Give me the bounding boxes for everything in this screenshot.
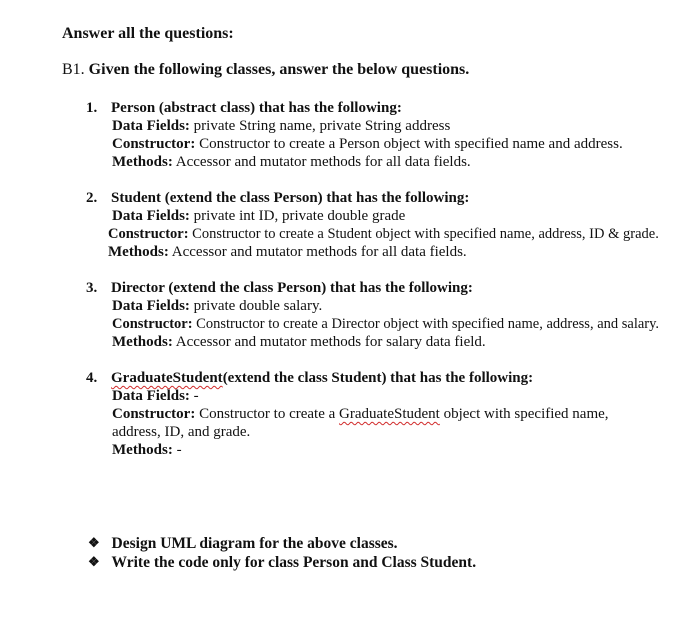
item-2-constructor-text: Constructor to create a Student object with specified name, address, ID & grade. <box>192 226 659 242</box>
task-bullet-code-text: Write the code only for class Person and Class Student. <box>111 554 477 571</box>
item-4-number: 4. <box>86 370 98 386</box>
item-3-heading-row <box>86 279 473 297</box>
item-3-methods-text: Accessor and mutator methods for salary data field. <box>175 334 486 350</box>
item-2-constructor-label: Constructor: <box>108 226 189 242</box>
item-1-methods-text: Accessor and mutator methods for all data fields. <box>175 154 471 170</box>
task-bullet-code <box>88 554 476 572</box>
task-bullet-uml <box>88 535 398 553</box>
item-2-fields <box>112 207 405 225</box>
item-4-constructor-line2: address, ID, and grade. <box>112 424 251 440</box>
item-3-methods-label: Methods: <box>112 334 173 350</box>
item-4-fields-label: Data Fields: <box>112 388 190 404</box>
item-4-methods-label: Methods: <box>112 442 173 458</box>
item-2-fields-label: Data Fields: <box>112 208 190 224</box>
item-2-methods-label: Methods: <box>108 244 169 260</box>
item-3-fields-label: Data Fields: <box>112 298 190 314</box>
item-4-fields <box>112 387 199 405</box>
item-2-fields-text: private int ID, private double grade <box>193 208 406 224</box>
item-1-methods-label: Methods: <box>112 154 173 170</box>
item-4-constructor-classname: GraduateStudent <box>339 406 440 422</box>
page-title: Answer all the questions: <box>62 25 234 42</box>
diamond-bullet-icon: ❖ <box>88 554 100 569</box>
item-4-constructor-text-pre: Constructor to create a <box>199 406 336 422</box>
item-3-constructor-text: Constructor to create a Director object with specified name, address, and salary. <box>196 316 660 332</box>
item-4-methods-text: - <box>176 442 182 458</box>
item-3-fields-text: private double salary. <box>193 298 323 314</box>
item-4-methods <box>112 441 182 459</box>
item-4-heading: (extend the class Student) that has the following: <box>222 370 534 386</box>
item-2-number: 2. <box>86 190 98 206</box>
item-1-heading: Person (abstract class) that has the following: <box>111 100 402 116</box>
question-b1-text: Given the following classes, answer the below questions. <box>88 61 470 78</box>
item-3-methods <box>112 333 486 351</box>
item-2-methods <box>108 243 467 261</box>
diamond-bullet-icon: ❖ <box>88 535 100 550</box>
item-3-heading: Director (extend the class Person) that has the following: <box>111 280 473 296</box>
question-b1-label: B1. <box>62 61 85 78</box>
item-1-fields <box>112 117 450 135</box>
item-4-heading-row <box>86 369 533 387</box>
item-3-constructor-label: Constructor: <box>112 316 193 332</box>
item-1-fields-text: private String name, private String address <box>193 118 451 134</box>
item-2-heading: Student (extend the class Person) that has the following: <box>111 190 470 206</box>
item-2-constructor <box>108 225 659 243</box>
item-1-heading-row <box>86 99 402 117</box>
item-3-constructor <box>112 315 659 333</box>
item-1-fields-label: Data Fields: <box>112 118 190 134</box>
item-1-constructor-text: Constructor to create a Person object with specified name and address. <box>199 136 623 152</box>
item-3-number: 3. <box>86 280 98 296</box>
item-4-constructor-label: Constructor: <box>112 406 196 422</box>
item-4-constructor-text-post: object with specified name, <box>443 406 609 422</box>
item-1-constructor <box>112 135 623 153</box>
item-1-number: 1. <box>86 100 98 116</box>
item-1-methods <box>112 153 471 171</box>
item-2-methods-text: Accessor and mutator methods for all data fields. <box>171 244 467 260</box>
item-4-constructor <box>112 405 609 423</box>
question-b1 <box>62 61 469 79</box>
item-1-constructor-label: Constructor: <box>112 136 196 152</box>
item-3-fields <box>112 297 322 315</box>
item-4-heading-classname: GraduateStudent <box>111 370 223 386</box>
task-bullet-uml-text: Design UML diagram for the above classes. <box>111 535 398 552</box>
item-2-heading-row <box>86 189 469 207</box>
item-4-fields-text: - <box>193 388 199 404</box>
